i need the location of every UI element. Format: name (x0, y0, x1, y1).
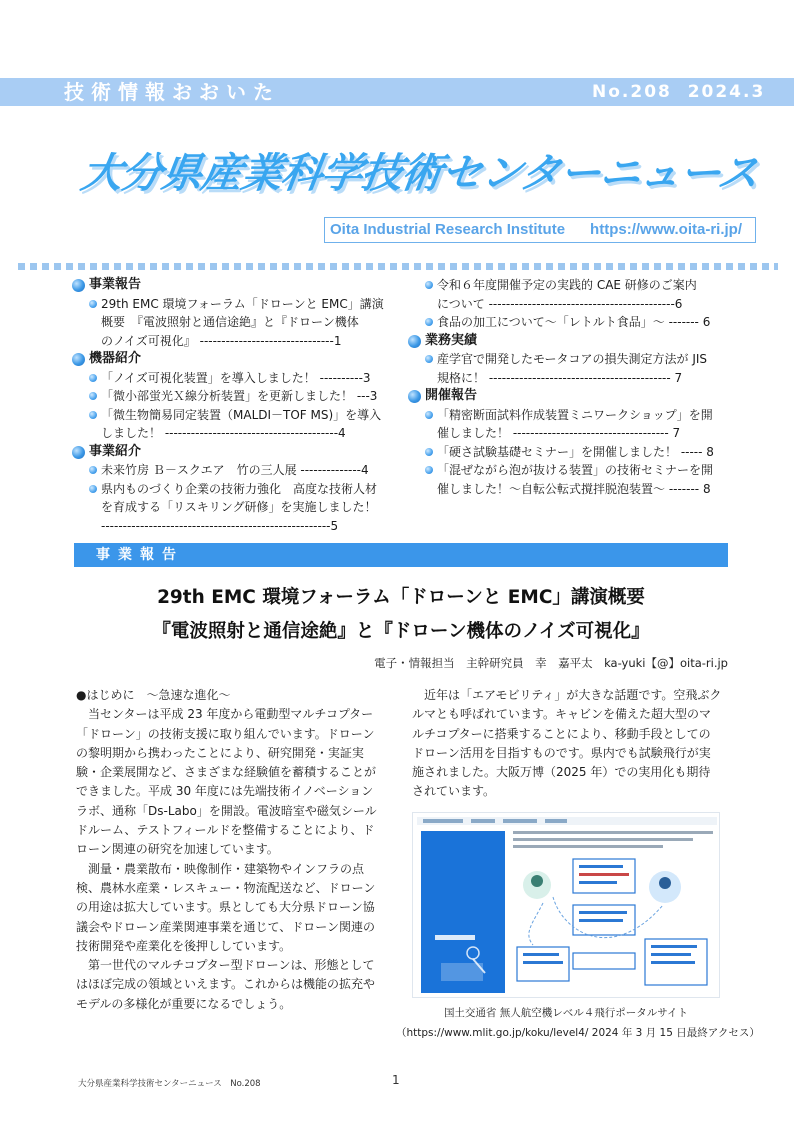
bullet-ball-icon (408, 335, 421, 348)
article-left-column (76, 686, 384, 1014)
toc-item-label: 「ノイズ可視化装置」を導入しました！ ----------3 (101, 370, 371, 385)
bullet-ball-icon (72, 279, 85, 292)
toc-item-label: 県内ものづくり企業の技術力強化 高度な技術人材 を育成する「リスキリング研修」を実施しました！ -----------------------------------------------------5 (101, 481, 378, 533)
toc-item[interactable] (408, 461, 720, 498)
bullet-ball-icon (72, 353, 85, 366)
toc-heading (408, 387, 720, 406)
newsletter-title: 大分県産業科学技術センターニュース (78, 149, 762, 197)
toc-item[interactable] (72, 295, 390, 351)
toc-item-label: 食品の加工について～「レトルト食品」～ ------- 6 (437, 315, 711, 329)
dotted-divider (18, 263, 778, 270)
bullet-ball-icon (72, 446, 85, 459)
bullet-dot-icon (425, 318, 433, 326)
toc-heading-label: 事業紹介 (89, 443, 142, 459)
toc-heading-label: 業務実績 (425, 332, 478, 348)
article-title-line2: 『電波照射と通信途絶』と『ドローン機体のノイズ可視化』 (152, 621, 650, 642)
toc-item[interactable] (408, 276, 720, 313)
bullet-dot-icon (89, 300, 97, 308)
institute-url: Oita Industrial Research Institute https://www.oita-ri.jp/ (330, 221, 742, 238)
toc-left-column (72, 276, 390, 535)
toc-item-label: 産学官で開発したモータコアの損失測定方法が JIS 規格に！ ------------------------------------------ 7 (437, 352, 708, 385)
toc-item-label: 令和６年度開催予定の実践的 CAE 研修のご案内 について -------------------------------------------6 (437, 278, 697, 311)
toc-item-label: 「微小部蛍光Ｘ線分析装置」を更新しました！ ---3 (101, 389, 378, 403)
bullet-ball-icon (408, 390, 421, 403)
article-paragraph: 測量・農業散布・映像制作・建築物やインフラの点検、農林水産業・レスキュー・物流配送など、ドローンの用途は拡大しています。県としても大分県ドローン協議会やドローン産業関連事業を通じて、ドローン関連の技術開発や産業化を後押ししています。 (76, 861, 376, 953)
portal-screenshot-figure (412, 812, 720, 998)
toc-heading (72, 350, 390, 369)
bullet-dot-icon (89, 374, 97, 382)
article-author: 電子・情報担当 主幹研究員 幸 嘉平太 ka-yuki【@】oita-ri.jp (374, 656, 728, 670)
bullet-dot-icon (89, 466, 97, 474)
toc-item[interactable] (72, 387, 390, 406)
toc-item[interactable] (408, 443, 720, 462)
article-paragraph: 当センターは平成 23 年度から電動型マルチコプター「ドローン」の技術支援に取り組んでいます。ドローンの黎明期から携わったことにより、研究開発・実証実験・企業展開など、さまざまな経験値を蓄積することができました。平成 30 年度には先端技術イノベーションラボ、通称「Ds-Labo」を開設。電波暗室や磁気シールドルーム、テストフィールドを整備することにより、ドローン関連の研究を加速しています。 (76, 707, 377, 857)
toc-item[interactable] (408, 313, 720, 332)
toc-right-column (408, 276, 720, 498)
figure-caption-title: 国土交通省 無人航空機レベル４飛行ポータルサイト (443, 1007, 689, 1019)
bullet-dot-icon (89, 485, 97, 493)
page-number: 1 (392, 1073, 400, 1087)
article-paragraph: ●はじめに ～急速な進化～ (76, 688, 231, 702)
bullet-dot-icon (425, 281, 433, 289)
toc-heading (72, 443, 390, 462)
toc-heading-label: 事業報告 (89, 277, 142, 292)
toc-item[interactable] (408, 406, 720, 443)
article-title-line1: 29th EMC 環境フォーラム「ドローンと EMC」講演概要 (157, 587, 645, 608)
toc-item-label: 未来竹房 Ｂ－スクエア 竹の三人展 --------------4 (101, 463, 369, 477)
article-right-column (412, 686, 722, 802)
bullet-dot-icon (89, 392, 97, 400)
toc-item[interactable] (72, 406, 390, 443)
toc-item-label: 「精密断面試料作成装置ミニワークショップ」を開 催しました！ ------------------------------------ 7 (437, 407, 713, 440)
toc-item[interactable] (72, 461, 390, 480)
bullet-dot-icon (89, 411, 97, 419)
bullet-dot-icon (425, 411, 433, 419)
portal-screenshot-graphic (413, 813, 720, 998)
toc-item-label: 「微生物簡易同定装置（MALDI－TOF MS)」を導入 しました！ ----------------------------------------4 (101, 407, 382, 440)
bullet-dot-icon (425, 466, 433, 474)
newsletter-series: 技術情報おおいた (64, 80, 280, 104)
section-label: 事業報告 (96, 547, 184, 563)
toc-heading-label: 開催報告 (425, 388, 478, 403)
figure-caption-url: （https://www.mlit.go.jp/koku/level4/ 2024 年 3 月 15 日最終アクセス） (396, 1027, 760, 1039)
toc-heading-label: 機器紹介 (89, 351, 142, 366)
toc-item[interactable] (408, 350, 720, 387)
article-paragraph: 第一世代のマルチコプター型ドローンは、形態としてはほぼ完成の領域といえます。これからは機能の拡充やモデルの多様化が重要になるでしょう。 (76, 958, 376, 1011)
toc-item-label: 「混ぜながら泡が抜ける装置」の技術セミナーを開 催しました！～自転公転式撹拌脱泡装置～ ------- 8 (437, 463, 714, 496)
article-paragraph: 近年は「エアモビリティ」が大きな話題です。空飛ぶクルマとも呼ばれています。キャビンを備えた超大型のマルチコプターに搭乗することにより、移動手段としてのドローン活用を目指すものです。県内でも試験飛行が実施されました。大阪万博（2025 年）での実用化も期待されています。 (412, 688, 722, 799)
bullet-dot-icon (425, 448, 433, 456)
toc-item[interactable] (72, 480, 390, 536)
toc-item-label: 「硬さ試験基礎セミナー」を開催しました！ ----- 8 (437, 444, 714, 459)
toc-item-label: 29th EMC 環境フォーラム「ドローンと EMC」講演 概要 『電波照射と通信途絶』と『ドローン機体 のノイズ可視化』 -------------------------------1 (101, 296, 384, 348)
issue-number: No.208 2024.3 (592, 82, 766, 102)
toc-item[interactable] (72, 369, 390, 388)
toc-heading (408, 332, 720, 351)
bullet-dot-icon (425, 355, 433, 363)
toc-heading (72, 276, 390, 295)
footer-publication: 大分県産業科学技術センターニュース No.208 (78, 1079, 261, 1089)
